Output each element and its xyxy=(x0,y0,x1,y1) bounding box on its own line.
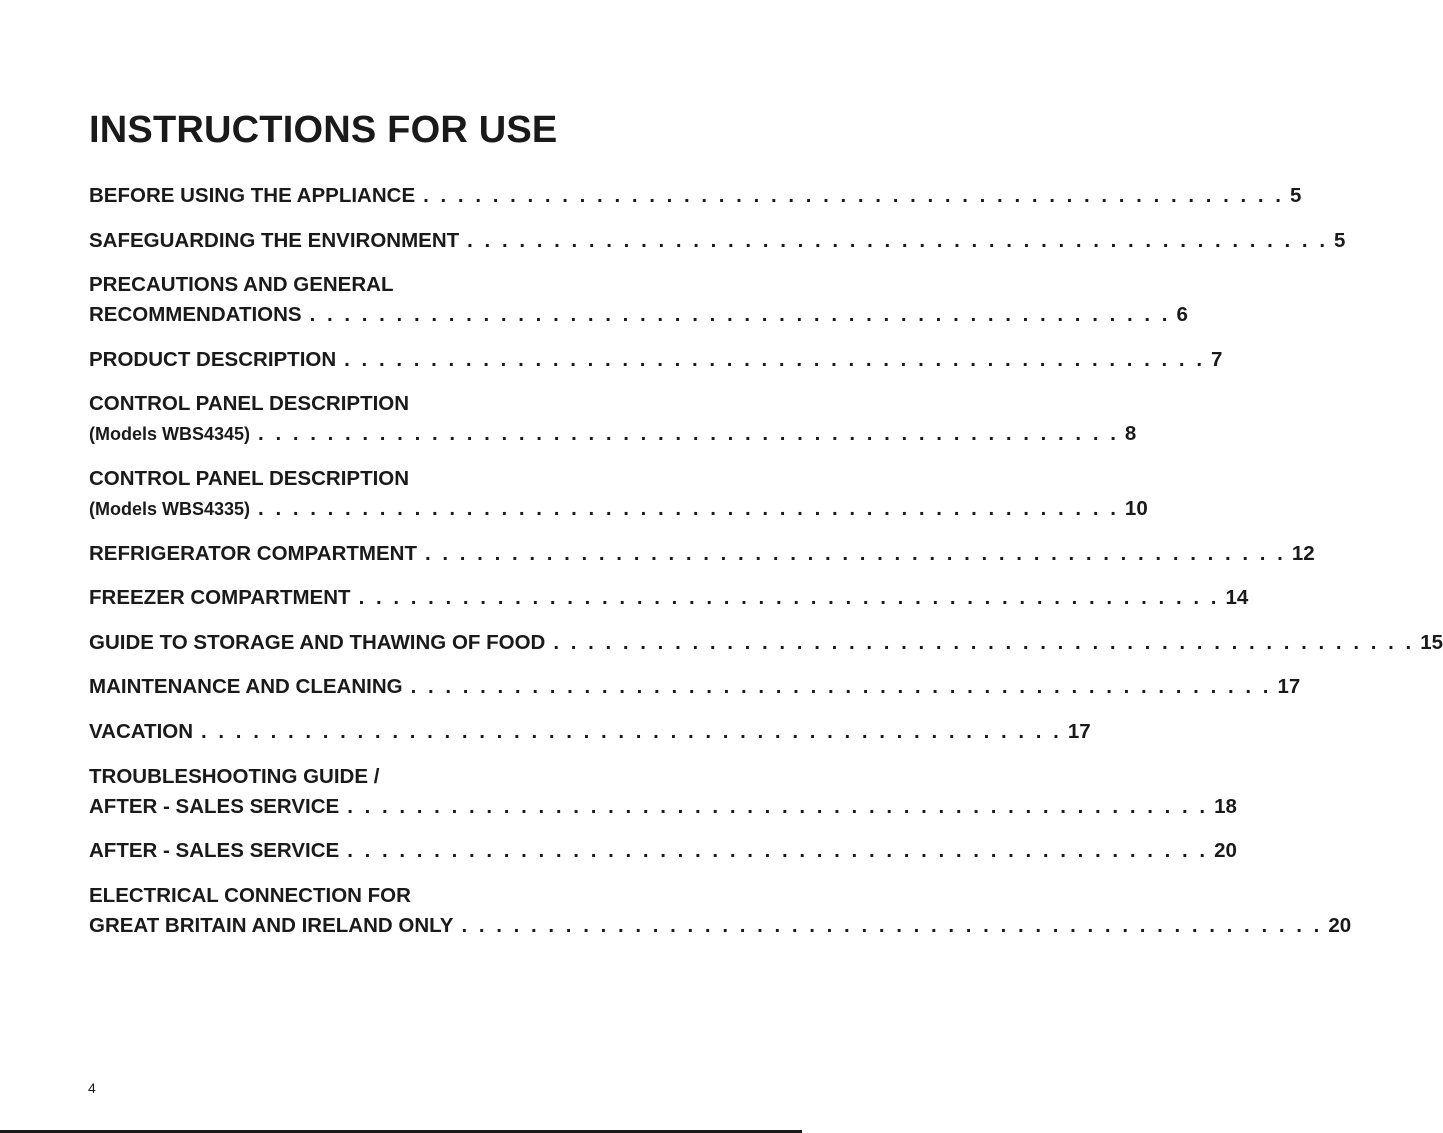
dot-leader: . . . . . . . . . . . . . . . . . . . . . . . . . . . . . . . . . . . . . . . . . . . . . . . . . . xyxy=(410,675,1272,699)
toc-label: SAFEGUARDING THE ENVIRONMENT xyxy=(89,228,460,252)
dot-leader: . . . . . . . . . . . . . . . . . . . . . . . . . . . . . . . . . . . . . . . . . . . . . . . . . . xyxy=(461,913,1323,937)
toc-page-number: 12 xyxy=(1291,541,1315,565)
toc-label-line1: CONTROL PANEL DESCRIPTION xyxy=(89,466,410,490)
toc-entry-product-description[interactable] xyxy=(89,345,1223,375)
toc-label: AFTER - SALES SERVICE xyxy=(89,839,340,863)
toc-label: AFTER - SALES SERVICE xyxy=(89,794,340,818)
dot-leader: . . . . . . . . . . . . . . . . . . . . . . . . . . . . . . . . . . . . . . . . . . . . . . . . . . xyxy=(258,496,1119,520)
dot-leader: . . . . . . . . . . . . . . . . . . . . . . . . . . . . . . . . . . . . . . . . . . . . . . . . . . xyxy=(425,541,1286,565)
toc-entry-maintenance-cleaning[interactable] xyxy=(89,672,1301,702)
toc-label: FREEZER COMPARTMENT xyxy=(89,586,351,610)
dot-leader: . . . . . . . . . . . . . . . . . . . . . . . . . . . . . . . . . . . . . . . . . . . . . . . . . . xyxy=(423,184,1285,207)
toc-entry-vacation[interactable] xyxy=(89,717,1091,747)
dot-leader: . . . . . . . . . . . . . . . . . . . . . . . . . . . . . . . . . . . . . . . . . . . . . . . . . . xyxy=(358,586,1220,610)
toc-page-number: 15 xyxy=(1420,630,1443,654)
toc-page-number: 5 xyxy=(1290,184,1302,207)
toc-label: VACATION xyxy=(89,719,194,743)
toc-page-number: 10 xyxy=(1124,496,1148,520)
dot-leader: . . . . . . . . . . . . . . . . . . . . . . . . . . . . . . . . . . . . . . . . . . . . . . . . . . xyxy=(344,347,1206,371)
page-number: 4 xyxy=(88,1080,96,1096)
toc-entry-freezer-compartment[interactable] xyxy=(89,583,1249,613)
toc-label: REFRIGERATOR COMPARTMENT xyxy=(89,541,417,565)
toc-page-number: 20 xyxy=(1328,913,1352,937)
dot-leader: . . . . . . . . . . . . . . . . . . . . . . . . . . . . . . . . . . . . . . . . . . . . . . . . . . xyxy=(347,839,1209,863)
toc-entry-safeguarding-environment[interactable] xyxy=(89,226,1346,256)
toc-label-line1: CONTROL PANEL DESCRIPTION xyxy=(89,392,410,416)
toc-label-line1: TROUBLESHOOTING GUIDE / xyxy=(89,764,380,788)
toc-entry-after-sales-service[interactable] xyxy=(89,836,1237,866)
dot-leader: . . . . . . . . . . . . . . . . . . . . . . . . . . . . . . . . . . . . . . . . . . . . . . . . . . xyxy=(467,228,1329,252)
toc-entry-control-panel-wbs4345[interactable] xyxy=(89,389,1137,449)
toc-page-number: 17 xyxy=(1067,719,1091,743)
toc-entry-troubleshooting[interactable] xyxy=(89,762,1237,822)
toc-page-number: 18 xyxy=(1214,794,1237,818)
toc-label: MAINTENANCE AND CLEANING xyxy=(89,675,403,699)
toc-label-line1: ELECTRICAL CONNECTION FOR xyxy=(89,883,411,907)
toc-label: RECOMMENDATIONS xyxy=(89,303,302,327)
page-title: INSTRUCTIONS FOR USE xyxy=(89,109,558,151)
toc-label: BEFORE USING THE APPLIANCE xyxy=(89,184,416,207)
toc-page-number: 17 xyxy=(1277,675,1301,699)
toc-page-number: 8 xyxy=(1124,422,1137,446)
toc-page-number: 20 xyxy=(1214,839,1237,863)
dot-leader: . . . . . . . . . . . . . . . . . . . . . . . . . . . . . . . . . . . . . . . . . . . . . . . . . . xyxy=(553,630,1415,654)
toc-label: GREAT BRITAIN AND IRELAND ONLY xyxy=(89,913,454,937)
dot-leader: . . . . . . . . . . . . . . . . . . . . . . . . . . . . . . . . . . . . . . . . . . . . . . . . . . xyxy=(258,422,1119,446)
toc-entry-storage-thawing-guide[interactable] xyxy=(89,628,1443,658)
toc-label: PRODUCT DESCRIPTION xyxy=(89,347,337,371)
toc-entry-electrical-connection[interactable] xyxy=(89,881,1352,941)
toc-label: (Models WBS4335) xyxy=(89,498,251,519)
toc-page-number: 7 xyxy=(1211,347,1223,371)
toc-label-line1: PRECAUTIONS AND GENERAL xyxy=(89,273,394,297)
toc-page-number: 14 xyxy=(1225,586,1249,610)
toc-entry-precautions[interactable] xyxy=(89,270,1188,330)
toc-label: GUIDE TO STORAGE AND THAWING OF FOOD xyxy=(89,630,546,654)
dot-leader: . . . . . . . . . . . . . . . . . . . . . . . . . . . . . . . . . . . . . . . . . . . . . . . . . . xyxy=(347,794,1209,818)
toc-entry-before-using[interactable] xyxy=(89,181,1302,211)
toc-entry-refrigerator-compartment[interactable] xyxy=(89,539,1315,569)
dot-leader: . . . . . . . . . . . . . . . . . . . . . . . . . . . . . . . . . . . . . . . . . . . . . . . . . . xyxy=(201,719,1062,743)
dot-leader: . . . . . . . . . . . . . . . . . . . . . . . . . . . . . . . . . . . . . . . . . . . . . . . . . . xyxy=(309,303,1171,327)
toc-label: (Models WBS4345) xyxy=(89,424,251,445)
toc-entry-control-panel-wbs4335[interactable] xyxy=(89,464,1148,524)
toc-page-number: 6 xyxy=(1176,303,1188,327)
toc-page-number: 5 xyxy=(1334,228,1346,252)
table-of-contents xyxy=(89,181,1443,955)
